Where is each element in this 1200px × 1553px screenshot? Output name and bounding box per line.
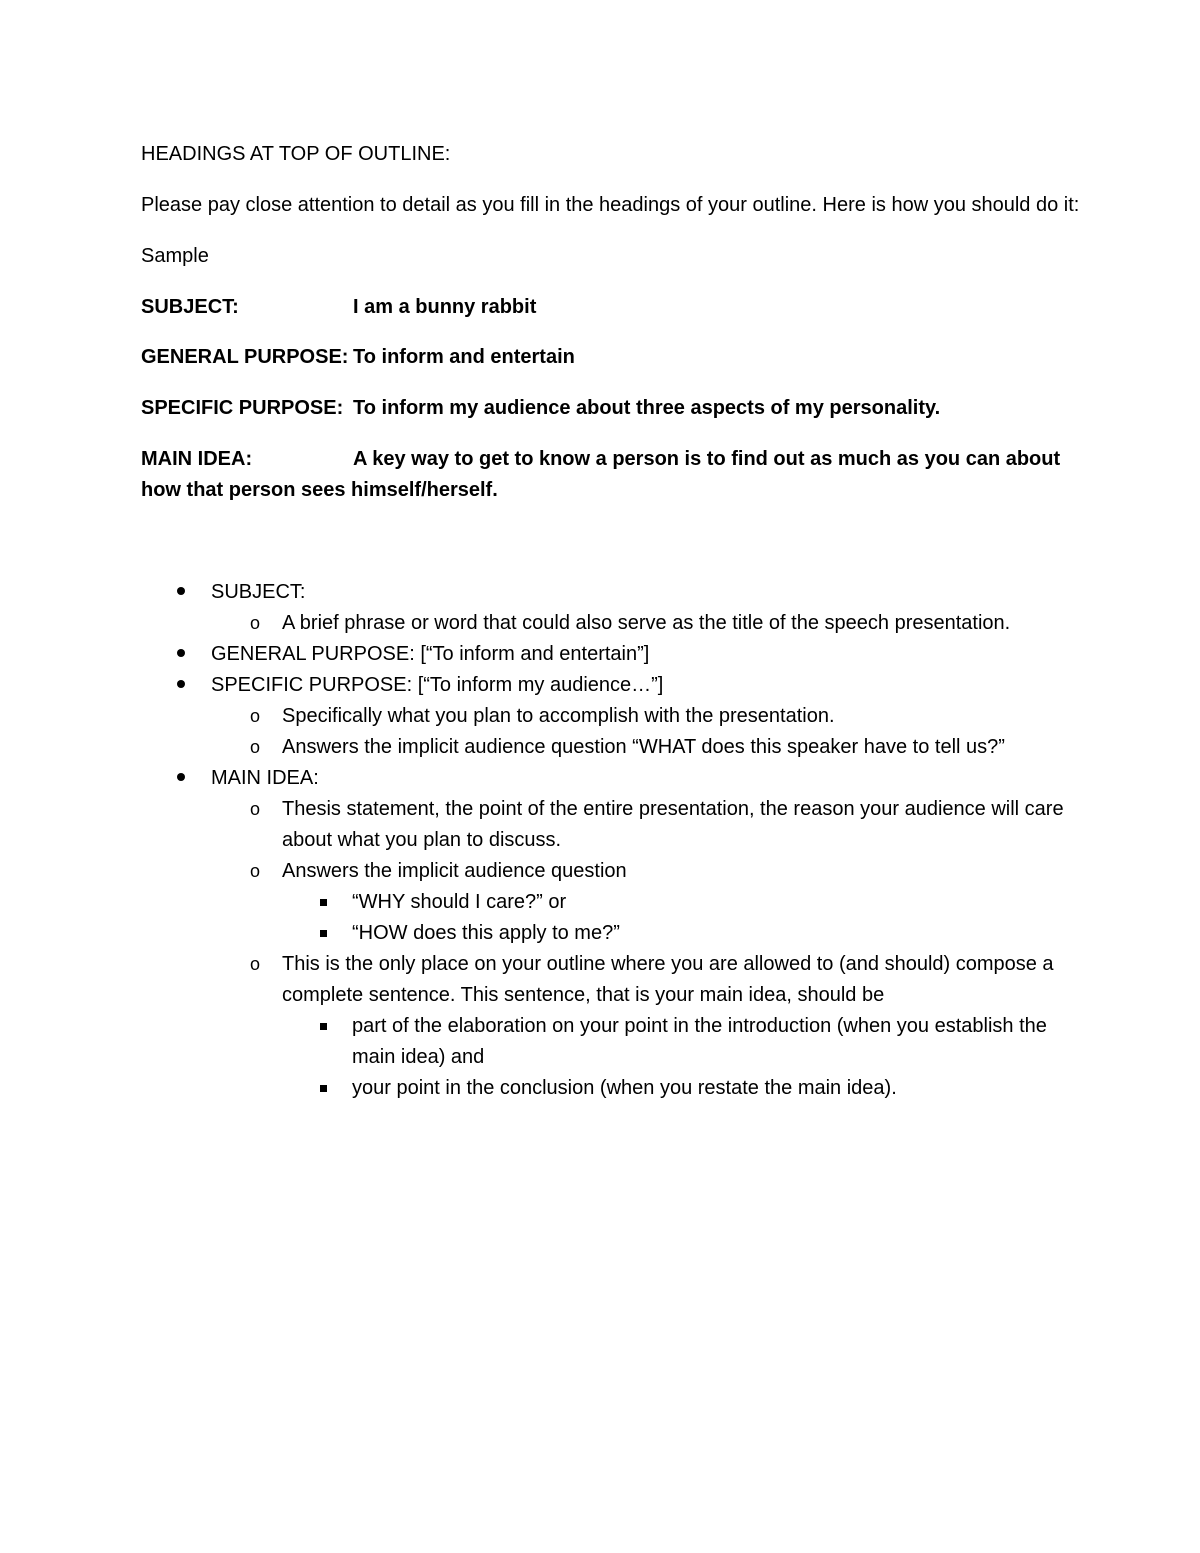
bullet-dot-icon	[171, 763, 191, 794]
outline-specific-purpose-desc-1: Specifically what you plan to accomplish with the presentation.	[282, 705, 835, 727]
list-item-continuation	[0, 825, 1200, 856]
list-item	[0, 732, 1200, 763]
outline-subject-desc: A brief phrase or word that could also serve as the title of the speech presentation.	[282, 612, 1011, 634]
list-item	[0, 639, 1200, 670]
bullet-o-marker: o	[249, 799, 260, 819]
sample-label: Sample	[141, 245, 209, 267]
bullet-square-icon	[313, 918, 333, 949]
sample-main-idea-continuation: how that person sees himself/herself.	[141, 479, 498, 501]
outline-main-idea-desc-3-cont: complete sentence. This sentence, that is your main idea, should be	[282, 984, 885, 1006]
list-item	[0, 1073, 1200, 1104]
list-item	[0, 887, 1200, 918]
bullet-square-icon	[313, 887, 333, 918]
list-item-continuation	[0, 980, 1200, 1011]
sample-main-idea-row	[141, 444, 1060, 475]
sample-main-idea-value: A key way to get to know a person is to find out as much as you can about	[353, 448, 1061, 470]
sample-subject-row	[141, 292, 536, 323]
sample-general-purpose-label: GENERAL PURPOSE:	[141, 346, 349, 368]
bullet-square-icon	[313, 1011, 333, 1042]
outline-main-idea-question-1: “WHY should I care?” or	[352, 891, 567, 913]
list-item	[0, 608, 1200, 639]
bullet-square-icon	[313, 1073, 333, 1104]
outline-main-idea-label: MAIN IDEA:	[211, 767, 319, 789]
outline-main-idea-point-2: your point in the conclusion (when you restate the main idea).	[352, 1077, 897, 1099]
list-item	[0, 701, 1200, 732]
sample-specific-purpose-label: SPECIFIC PURPOSE:	[141, 397, 344, 419]
bullet-o-marker: o	[249, 706, 260, 726]
sample-specific-purpose-value: To inform my audience about three aspects of my personality.	[353, 397, 941, 419]
sample-main-idea-label: MAIN IDEA:	[141, 448, 253, 470]
list-item	[0, 1011, 1200, 1042]
outline-main-idea-desc-2: Answers the implicit audience question	[282, 860, 627, 882]
bullet-o-marker: o	[249, 613, 260, 633]
bullet-dot-icon	[171, 639, 191, 670]
list-item	[0, 577, 1200, 608]
bullet-dot-icon	[171, 577, 191, 608]
outline-main-idea-point-1-cont: main idea) and	[352, 1046, 485, 1068]
list-item	[0, 856, 1200, 887]
instructions-paragraph: Please pay close attention to detail as you fill in the headings of your outline. Here is how you should do it:	[141, 194, 1080, 216]
list-item	[0, 763, 1200, 794]
list-item	[0, 794, 1200, 825]
bullet-o-marker: o	[249, 737, 260, 757]
outline-subject-label: SUBJECT:	[211, 581, 306, 603]
list-item-continuation	[0, 1042, 1200, 1073]
outline-main-idea-desc-1-cont: about what you plan to discuss.	[282, 829, 562, 851]
outline-main-idea-point-1: part of the elaboration on your point in the introduction (when you establish the	[352, 1015, 1047, 1037]
section-heading: HEADINGS AT TOP OF OUTLINE:	[141, 143, 451, 165]
sample-general-purpose-value: To inform and entertain	[353, 346, 575, 368]
outline-main-idea-desc-1: Thesis statement, the point of the entire presentation, the reason your audience will care	[282, 798, 1064, 820]
bullet-o-marker: o	[249, 861, 260, 881]
list-item	[0, 949, 1200, 980]
outline-bullet-list	[0, 577, 1200, 1104]
list-item	[0, 670, 1200, 701]
outline-specific-purpose-label: SPECIFIC PURPOSE: [“To inform my audience…”]	[211, 674, 664, 696]
outline-main-idea-desc-3: This is the only place on your outline where you are allowed to (and should) compose a	[282, 953, 1054, 975]
bullet-dot-icon	[171, 670, 191, 701]
sample-general-purpose-row	[141, 342, 575, 373]
list-item	[0, 918, 1200, 949]
outline-main-idea-question-2: “HOW does this apply to me?”	[352, 922, 620, 944]
bullet-o-marker: o	[249, 954, 260, 974]
outline-general-purpose-label: GENERAL PURPOSE: [“To inform and entertain”]	[211, 643, 650, 665]
sample-specific-purpose-row	[141, 393, 940, 424]
sample-subject-label: SUBJECT:	[141, 296, 239, 318]
outline-specific-purpose-desc-2: Answers the implicit audience question “WHAT does this speaker have to tell us?”	[282, 736, 1005, 758]
sample-subject-value: I am a bunny rabbit	[353, 296, 537, 318]
